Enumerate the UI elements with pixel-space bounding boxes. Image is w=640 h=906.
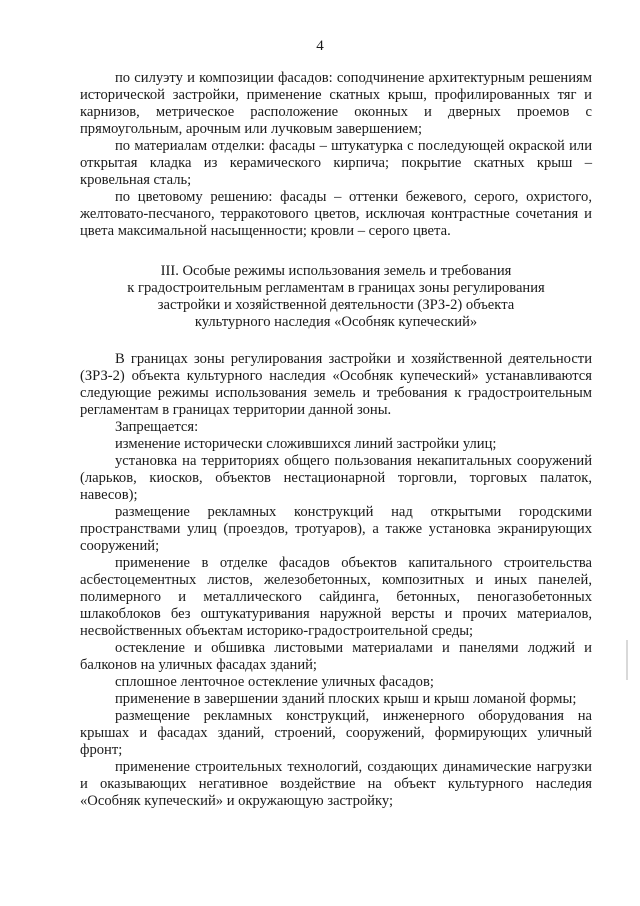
body-section xyxy=(80,351,592,810)
section-heading-line: застройки и хозяйственной деятельности (ЗРЗ-2) объекта xyxy=(157,297,515,313)
intro-paragraph-color: по цветовому решению: фасады – оттенки бежевого, серого, охристого, желтовато-песчаного, терракотового цветов, исключая контрастные сочетания и цвета максимальной насыщенности; кровли – серого цвета. xyxy=(80,189,592,239)
body-paragraph-technologies: применение строительных технологий, создающих динамические нагрузки и оказывающих негативное воздействие на объект культурного наследия «Особняк купеческий» и окружающую застройку; xyxy=(80,759,592,809)
section-heading-line: III. Особые режимы использования земель и требования xyxy=(160,263,512,279)
body-paragraph-ads: размещение рекламных конструкций над открытыми городскими пространствами улиц (проездов, тротуаров), а также установка экранирующих сооружений; xyxy=(80,504,592,554)
body-paragraph-prohibited: Запрещается: xyxy=(115,419,199,435)
intro-paragraph-materials: по материалам отделки: фасады – штукатурка с последующей окраской или открытая кладка из керамического кирпича; покрытие скатных крыш – кровельная сталь; xyxy=(80,138,592,188)
body-paragraph-roofs: применение в завершении зданий плоских крыш и крыш ломаной формы; xyxy=(115,691,577,707)
body-paragraph-kiosks: установка на территориях общего пользования некапитальных сооружений (ларьков, киосков, объектов нестационарной торговли, торговых палаток, навесов); xyxy=(80,453,592,503)
body-paragraph-equipment: размещение рекламных конструкций, инженерного оборудования на крышах и фасадах зданий, строений, сооружений, формирующих уличный фронт; xyxy=(80,708,592,758)
intro-paragraph-silhouette: по силуэту и композиции фасадов: соподчинение архитектурным решениям исторической застройки, применение скатных крыш, профилированных тяг и карнизов, метрическое расположение оконных и дверных проемов с прямоугольным, арочным или лучковым завершением; xyxy=(80,70,592,137)
intro-section xyxy=(80,70,592,240)
body-paragraph-facade-materials: применение в отделке фасадов объектов капитального строительства асбестоцементных листов, железобетонных, композитных и иных панелей, полимерного и металлического сайдинга, бетонных, пеногазобетонных шлакоблоков без оштукатуривания наружной версты и прочих материалов, несвойственных объектам историко-градостроительной среды; xyxy=(80,555,592,639)
body-paragraph-zone: В границах зоны регулирования застройки и хозяйственной деятельности (ЗРЗ-2) объекта культурного наследия «Особняк купеческий» устанавливаются следующие режимы использования земель и требования к градостроительным регламентам в границах территории данной зоны. xyxy=(80,351,592,418)
page-number: 4 xyxy=(316,38,324,54)
body-paragraph-balconies: остекление и обшивка листовыми материалами и панелями лоджий и балконов на уличных фасадах зданий; xyxy=(80,640,592,673)
scan-edge-mark xyxy=(626,640,628,680)
section-heading-line: культурного наследия «Особняк купеческий» xyxy=(194,314,478,330)
body-paragraph-lines: изменение исторически сложившихся линий застройки улиц; xyxy=(115,436,497,452)
section-heading xyxy=(80,263,592,331)
body-paragraph-glazing: сплошное ленточное остекление уличных фасадов; xyxy=(115,674,434,690)
section-heading-line: к градостроительным регламентам в границах зоны регулирования xyxy=(127,280,545,296)
